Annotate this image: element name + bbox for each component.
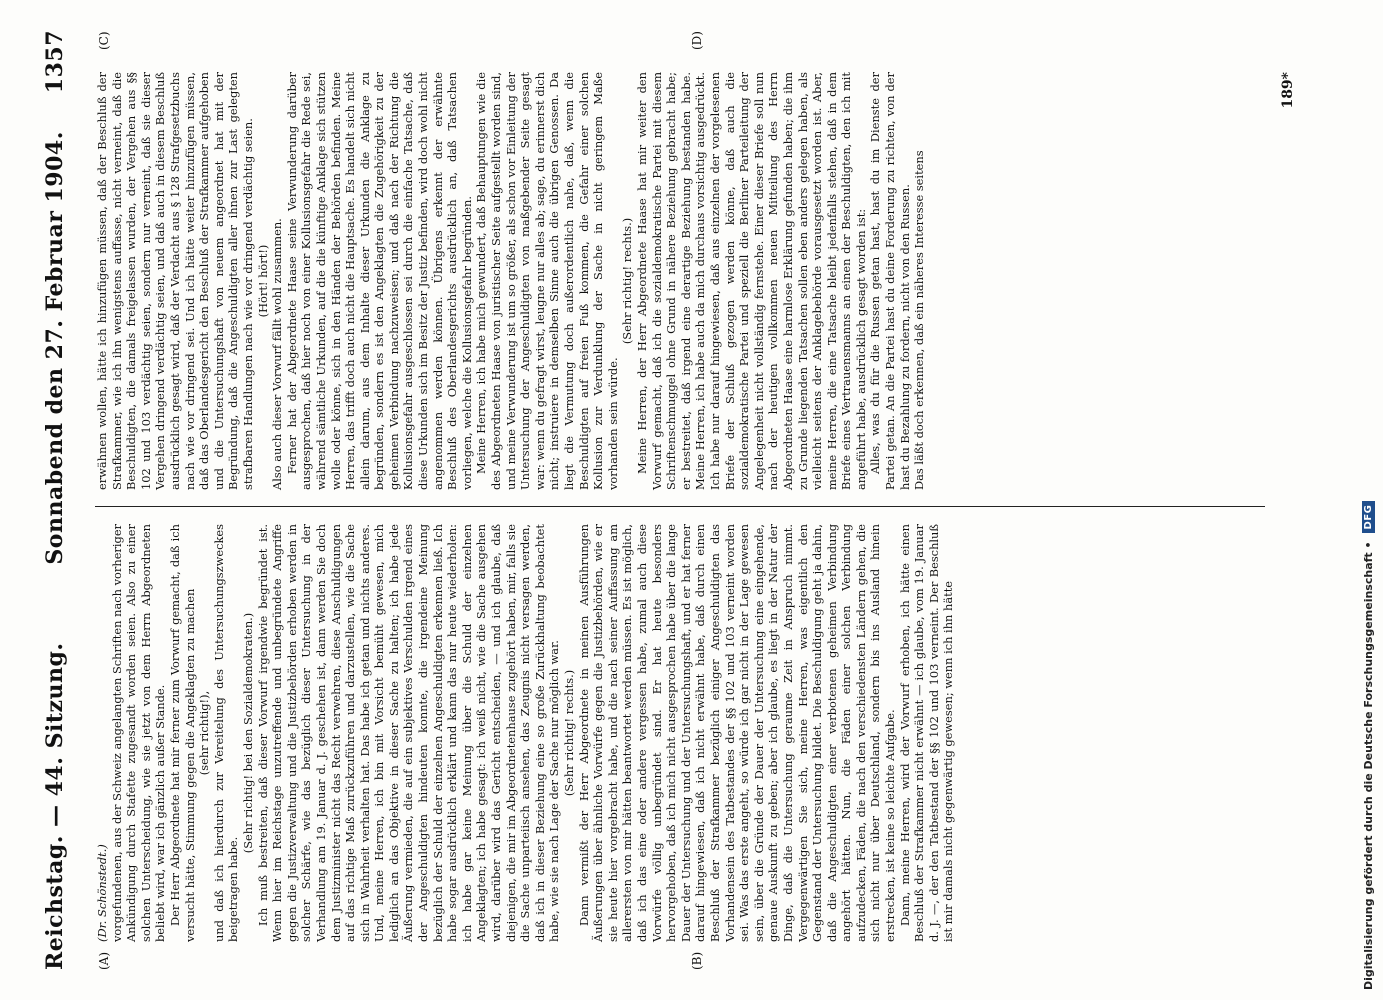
interjection: (sehr richtig!), [197, 690, 212, 776]
paragraph: und daß ich hierdurch zur Vereitelung des Untersuchungszweckes beigetragen habe. [211, 524, 241, 942]
paragraph: erwähnen wollen, hätte ich hinzufügen müssen, daß der Beschluß der Strafkammer, wie ich ihn wenigstens auffasse, nicht verneint, daß die Beschuldigten, die damals freigelassen wurden, der Vergehen aus §§ 102 und 103 verdächtig seien, sondern nur verneint, daß sie dieser Vergehen dringend verdächtig seien, und daß auch in diesem Beschluß ausdrücklich gesagt wird, daß der Verdacht aus § 128 Strafgesetzbuchs nach wie vor dringend sei. Und ich hätte weiter hinzufügen müssen, daß das Oberlandesgericht den Beschluß der Strafkammer aufgehoben und die Untersuchungshaft von neuem angeordnet hat mit der Begründung, daß die Angeschuldigten aller ihnen zur Last gelegten strafbaren Handlungen nach wie vor dringend verdächtig seien. [95, 72, 255, 490]
paragraph: Dann, meine Herren, wird der Vorwurf erhoben, ich hätte einen Beschluß der Strafkammer nicht erwähnt — ich glaube, vom 19. Januar d. J. —, der den Tatbestand der §§ 102 und 103 verneint. Der Beschluß ist mir damals nicht gegenwärtig gewesen; wenn ich ihn hätte [897, 524, 956, 942]
margin-mark-a: (A) [97, 951, 111, 970]
credit-text: Digitalisierung gefördert durch die Deutsche Forschungsgemeinschaft • [1362, 541, 1375, 990]
left-column [95, 524, 956, 942]
speaker-name: (Dr. Schönstedt.) [95, 844, 109, 942]
column-divider [95, 506, 1265, 507]
margin-mark-d: (D) [690, 31, 704, 50]
right-column [95, 72, 927, 490]
page-header [25, 30, 85, 970]
document-page [25, 30, 1325, 970]
paragraph: Also auch dieser Vorwurf fällt wohl zusammen. [270, 218, 285, 490]
interjection: (Hört! hört!) [255, 244, 270, 318]
header-date: Sonnabend den 27. Februar 1904. [42, 131, 68, 565]
paragraph: Der Herr Abgeordnete hat mir ferner zum Vorwurf gemacht, daß ich versucht hätte, Stimmung gegen die Angeklagten zu machen [167, 524, 197, 942]
digitization-credit [1362, 0, 1375, 990]
paragraph: Meine Herren, ich habe mich gewundert, daß Behauptungen wie die des Abgeordneten Haase von juristischer Seite aufgestellt worden sind, und meine Verwunderung ist um so größer, als schon vor Einleitung der Untersuchung der Angeschuldigten von maßgebender Seite gesagt war: wenn du gefragt wirst, leugne nur alles ab; sage, du erinnerst dich nicht; instruiere in demselben Sinne auch die übrigen Genossen. Da liegt die Vermutung doch außerordentlich nahe, daß, wenn die Beschuldigten auf freien Fuß kommen, die Gefahr einer solchen Kollusion zur Verdunklung der Sache in nicht geringem Maße vorhanden sein würde. [474, 72, 620, 490]
margin-mark-b: (B) [690, 951, 704, 970]
interjection: (Sehr richtig! rechts.) [562, 669, 576, 797]
paragraph: Ich muß bestreiten, daß dieser Vorwurf irgendwie begründet ist. Wenn hier im Reichstage unzutreffende und unbegründete Angriffe gegen die Justizverwaltung und die Justizbehörden erhoben werden in solcher Schärfe, wie das bezüglich dieser Untersuchung in der Verhandlung am 19. Januar d. J. geschehen ist, dann werden Sie doch dem Justizminister nicht das Recht verwehren, diese Anschuldigungen auf das richtige Maß zurückzuführen und darzustellen, wie die Sache sich in Wahrheit verhalten hat. Das habe ich getan und nichts anderes. Und, meine Herren, ich bin mit Vorsicht bemüht gewesen, mich lediglich an das Objektive in dieser Sache zu halten; ich habe jede Äußerung vermieden, die auf ein subjektives Verschulden irgend eines der Angeschuldigten hindeuten konnte, die irgendeine Meinung bezüglich der Schuld der einzelnen Angeschuldigten erkennen ließ. Ich habe sogar ausdrücklich erklärt und kann das nur heute wiederholen: ich habe gar keine Meinung über die Schuld der einzelnen Angeklagten; ich habe gesagt: ich weiß nicht, wie die Sache ausgehen wird, darüber wird das Gericht entscheiden, — und ich glaube, daß diejenigen, die mir im Abgeordnetenhause zugehört haben, mir, falls sie die Sache unparteiisch ansehen, das Zeugnis nicht versagen werden, daß ich in dieser Beziehung eine so große Zurückhaltung beobachtet habe, wie sie nach Lage der Sache nur möglich war. [255, 524, 562, 942]
page-number: 1357 [42, 30, 68, 94]
interjection: (Sehr richtig! rechts.) [620, 217, 635, 345]
dfg-logo: DFG [1362, 501, 1375, 534]
paragraph: Dann vermißt der Herr Abgeordnete in meinen Ausführungen Äußerungen über ähnliche Vorwürfe gegen die Justizbehörden, wie er sie heute hier vorgebracht habe, und die nach seiner Auffassung am allerersten von mir hätten beantwortet werden müssen. Es ist möglich, daß ich das eine oder andere vergessen habe, zumal auch diese Vorwürfe völlig unbegründet sind. Er hat heute besonders hervorgehoben, daß ich mich nicht ausgesprochen habe über die lange Dauer der Untersuchung und der Untersuchungshaft, und er hat ferner darauf hingewiesen, daß ich nicht erwähnt habe, daß durch einen Beschluß der Strafkammer bezüglich einiger Angeschuldigten das Vorhandensein des Tatbestandes der §§ 102 und 103 verneint worden sei. Was das erste angeht, so würde ich gar nicht in der Lage gewesen sein, über die Gründe der Dauer der Untersuchung eine eingehende, genaue Auskunft zu geben; aber ich glaube, es liegt in der Natur der Dinge, daß die Untersuchung geraume Zeit in Anspruch nimmt. Vergegenwärtigen Sie sich, meine Herren, was eigentlich den Gegenstand der Untersuchung bildet. Die Beschuldigung geht ja dahin, daß die Angeschuldigten einer verbotenen geheimen Verbindung angehört hätten. Nun, die Fäden einer solchen Verbindung aufzudecken, Fäden, die nach den verschiedensten Ländern gehen, die sich nicht nur über Deutschland, sondern bis ins Ausland hinein erstrecken, ist keine so leichte Aufgabe. [576, 524, 898, 942]
signature-mark: 189* [1280, 72, 1296, 109]
paragraph: Alles, was du für die Russen getan hast, hast du im Dienste der Partei getan. An die Partei hast du deine Forderung zu richten, von der hast du Bezahlung zu fordern, nicht von den Russen. [868, 72, 912, 490]
header-session: Reichstag. — 44. Sitzung. [42, 642, 68, 970]
paragraph: vorgefundenen, aus der Schweiz angelangten Schriften nach vorheriger Ankündigung durch Stafette zugesandt worden seien. Also zu einer solchen Unterscheidung, wie sie jetzt von dem Herrn Abgeordneten beliebt wird, war ich gänzlich außer Stande. [109, 524, 168, 942]
paragraph: Ferner hat der Abgeordnete Haase seine Verwunderung darüber ausgesprochen, daß hier noch von einer Kollusionsgefahr die Rede sei, während sämtliche Urkunden, auf die die künftige Anklage sich stützen wolle oder könne, sich in den Händen der Behörden befinden. Meine Herren, das trifft doch auch nicht die Hauptsache. Es handelt sich nicht allein darum, aus dem Inhalte dieser Urkunden die Anklage zu begründen, sondern es ist den Angeklagten die Zugehörigkeit zu der geheimen Verbindung nachzuweisen; und daß nach der Richtung die Kollusionsgefahr ausgeschlossen sei durch die einfache Tatsache, daß diese Urkunden sich im Besitz der Justiz befinden, wird doch wohl nicht angenommen werden können. Übrigens erkennt der erwähnte Beschluß des Oberlandesgerichts ausdrücklich an, daß Tatsachen vorliegen, welche die Kollusionsgefahr begründen. [284, 72, 474, 490]
paragraph: Meine Herren, der Herr Abgeordnete Haase hat mir weiter den Vorwurf gemacht, daß ich die sozialdemokratische Partei mit diesem Schriftenschmuggel ohne Grund in nähere Beziehung gebracht habe; er bestreitet, daß irgend eine derartige Beziehung bestanden habe. Meine Herren, ich habe auch da mich durchaus vorsichtig ausgedrückt. Ich habe nur darauf hingewiesen, daß aus einzelnen der vorgelesenen Briefe der Schluß gezogen werden könne, daß auch die sozialdemokratische Partei und speziell die Berliner Parteileitung der Angelegenheit nicht vollständig fernstehe. Einer dieser Briefe soll nun nach der heutigen vollkommen neuen Mitteilung des Herrn Abgeordneten Haase eine harmlose Erklärung gefunden haben; die ihm zu Grunde liegenden Tatsachen sollen eben anders gelegen haben, als vielleicht seitens der Anklagebehörde vorausgesetzt worden ist. Aber, meine Herren, die eine Tatsache bleibt jedenfalls stehen, daß in dem Briefe eines Vertrauensmanns an einen der Beschuldigten, den ich mit angeführt habe, ausdrücklich gesagt worden ist: [634, 72, 868, 490]
margin-mark-c: (C) [97, 31, 111, 50]
paragraph: Das läßt doch erkennen, daß ein näheres Interesse seitens [912, 150, 927, 490]
interjection: (Sehr richtig! bei den Sozialdemokraten.) [240, 612, 255, 854]
